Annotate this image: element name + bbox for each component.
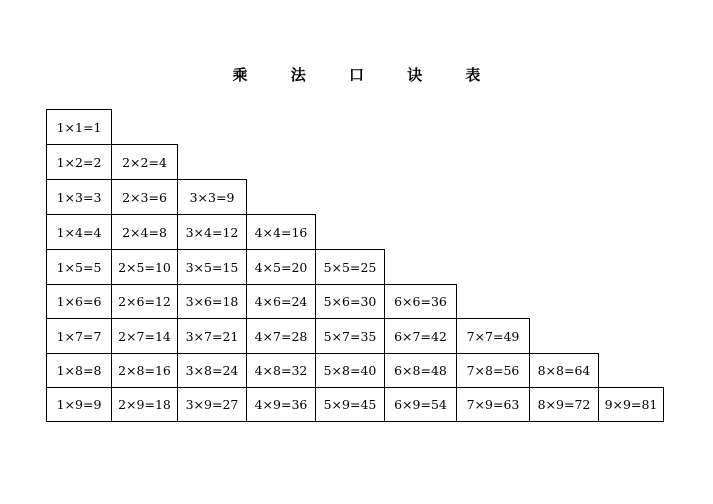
table-cell: 3×4=12 (177, 214, 247, 250)
table-cell: 5×8=40 (315, 353, 385, 388)
table-cell: 5×9=45 (315, 387, 385, 422)
table-cell: 6×7=42 (384, 318, 457, 354)
table-cell: 1×7=7 (46, 318, 112, 354)
table-cell: 9×9=81 (598, 387, 664, 422)
page-title: 乘 法 口 诀 表 (232, 66, 500, 84)
table-cell: 7×9=63 (456, 387, 530, 422)
table-cell: 3×8=24 (177, 353, 247, 388)
table-cell: 3×5=15 (177, 249, 247, 285)
table-cell: 6×6=36 (384, 284, 457, 319)
table-cell: 4×8=32 (246, 353, 316, 388)
table-cell: 2×5=10 (111, 249, 178, 285)
table-cell: 8×9=72 (529, 387, 599, 422)
table-cell: 2×2=4 (111, 144, 178, 180)
table-cell: 2×7=14 (111, 318, 178, 354)
table-cell: 4×6=24 (246, 284, 316, 319)
table-cell: 6×8=48 (384, 353, 457, 388)
table-cell: 5×6=30 (315, 284, 385, 319)
table-cell: 1×1=1 (46, 109, 112, 145)
table-cell: 2×3=6 (111, 179, 178, 215)
table-cell: 4×5=20 (246, 249, 316, 285)
table-cell: 1×4=4 (46, 214, 112, 250)
table-cell: 4×4=16 (246, 214, 316, 250)
table-cell: 3×9=27 (177, 387, 247, 422)
table-cell: 8×8=64 (529, 353, 599, 388)
table-cell: 3×6=18 (177, 284, 247, 319)
table-cell: 2×9=18 (111, 387, 178, 422)
table-cell: 4×9=36 (246, 387, 316, 422)
table-cell: 7×8=56 (456, 353, 530, 388)
table-cell: 5×7=35 (315, 318, 385, 354)
table-cell: 5×5=25 (315, 249, 385, 285)
table-cell: 1×3=3 (46, 179, 112, 215)
table-cell: 3×7=21 (177, 318, 247, 354)
table-cell: 2×4=8 (111, 214, 178, 250)
table-cell: 1×8=8 (46, 353, 112, 388)
table-cell: 4×7=28 (246, 318, 316, 354)
table-cell: 2×8=16 (111, 353, 178, 388)
table-cell: 7×7=49 (456, 318, 530, 354)
table-cell: 1×9=9 (46, 387, 112, 422)
table-cell: 2×6=12 (111, 284, 178, 319)
table-cell: 1×6=6 (46, 284, 112, 319)
table-cell: 6×9=54 (384, 387, 457, 422)
table-cell: 1×5=5 (46, 249, 112, 285)
table-cell: 1×2=2 (46, 144, 112, 180)
table-cell: 3×3=9 (177, 179, 247, 215)
